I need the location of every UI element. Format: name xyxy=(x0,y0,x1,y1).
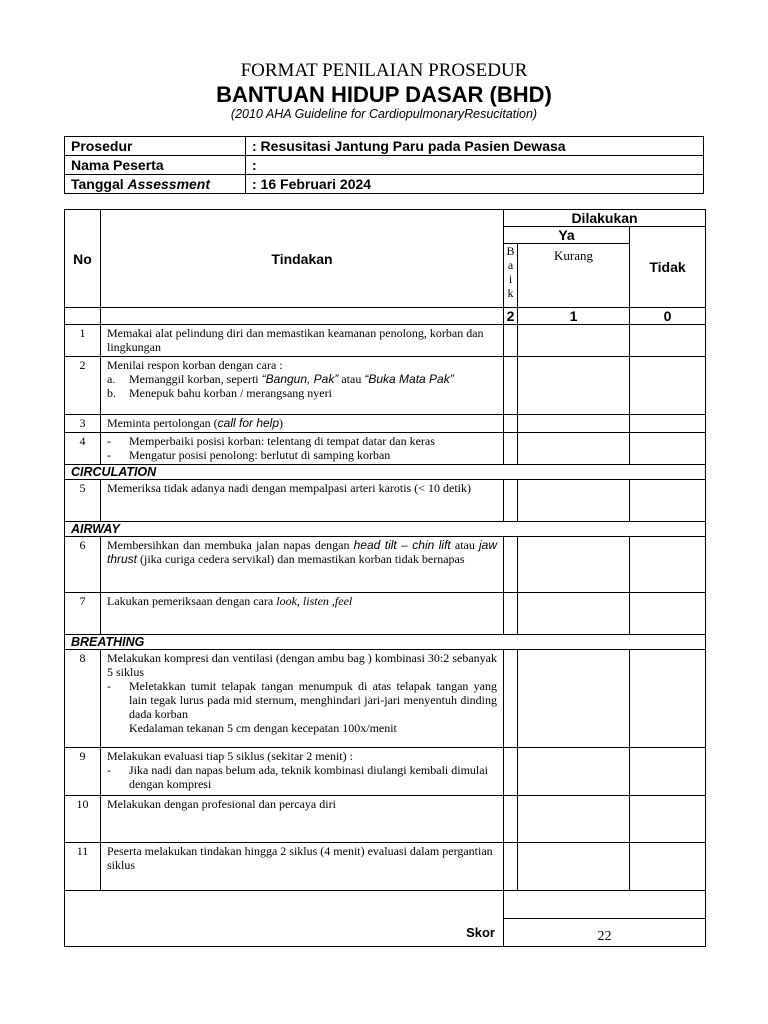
section-airway: AIRWAY xyxy=(65,522,706,537)
table-row xyxy=(65,843,706,891)
row-number: 1 xyxy=(65,325,101,357)
procedure-label: Prosedur xyxy=(65,137,246,156)
check-baik[interactable] xyxy=(504,537,518,593)
form-title: FORMAT PENILAIAN PROSEDUR xyxy=(240,60,528,81)
check-baik[interactable] xyxy=(504,433,518,465)
form-heading: BANTUAN HIDUP DASAR (BHD) xyxy=(216,82,552,107)
row-number: 7 xyxy=(65,593,101,635)
row-number: 6 xyxy=(65,537,101,593)
row-number: 9 xyxy=(65,748,101,796)
check-tidak[interactable] xyxy=(630,325,706,357)
row-action: - Memperbaiki posisi korban: telentang di tempat datar dan keras - Mengatur posisi penolong: berlutut di samping korban xyxy=(101,433,504,465)
row-action: Melakukan dengan profesional dan percaya diri xyxy=(101,796,504,843)
score-baik: 2 xyxy=(504,308,518,325)
table-row xyxy=(65,796,706,843)
check-baik[interactable] xyxy=(504,357,518,415)
check-baik[interactable] xyxy=(504,593,518,635)
check-kurang[interactable] xyxy=(518,480,630,522)
table-row xyxy=(65,415,706,433)
form-subtitle: (2010 AHA Guideline for CardiopulmonaryResucitation) xyxy=(230,107,538,121)
date-value: : 16 Februari 2024 xyxy=(246,175,704,194)
row-number: 4 xyxy=(65,433,101,465)
row-action: Lakukan pemeriksaan dengan cara look, listen ,feel xyxy=(101,593,504,635)
table-row xyxy=(65,480,706,522)
check-baik[interactable] xyxy=(504,325,518,357)
table-row xyxy=(65,433,706,465)
table-row xyxy=(65,593,706,635)
column-header-baik xyxy=(504,244,518,308)
row-action: Melakukan kompresi dan ventilasi (dengan ambu bag ) kombinasi 30:2 sebanyak 5 siklus - Meletakkan tumit telapak tangan menumpuk di atas telapak tangan yang lain tegak lurus pada mid sternum, menghindari jari-jari menyentuh dinding dada korban Kedalaman tekanan 5 cm dengan kecepatan 100x/menit xyxy=(101,650,504,748)
column-header-no: No xyxy=(65,210,101,308)
table-row xyxy=(65,748,706,796)
check-kurang[interactable] xyxy=(518,650,630,748)
check-kurang[interactable] xyxy=(518,325,630,357)
date-label: Tanggal Assessment xyxy=(65,175,246,194)
check-tidak[interactable] xyxy=(630,433,706,465)
check-kurang[interactable] xyxy=(518,796,630,843)
column-header-tindakan: Tindakan xyxy=(101,210,504,308)
section-row xyxy=(65,635,706,650)
check-tidak[interactable] xyxy=(630,357,706,415)
check-baik[interactable] xyxy=(504,415,518,433)
row-action: Menilai respon korban dengan cara : a. Memanggil korban, seperti “Bangun, Pak” atau “Buka Mata Pak” b. Menepuk bahu korban / merangsang nyeri xyxy=(101,357,504,415)
check-kurang[interactable] xyxy=(518,537,630,593)
check-tidak[interactable] xyxy=(630,593,706,635)
check-baik[interactable] xyxy=(504,796,518,843)
check-tidak[interactable] xyxy=(630,480,706,522)
row-action: Memeriksa tidak adanya nadi dengan mempalpasi arteri karotis (< 10 detik) xyxy=(101,480,504,522)
table-row xyxy=(65,325,706,357)
row-number: 10 xyxy=(65,796,101,843)
row-number: 8 xyxy=(65,650,101,748)
column-header-kurang: Kurang xyxy=(518,244,630,308)
check-kurang[interactable] xyxy=(518,415,630,433)
table-row xyxy=(65,537,706,593)
section-row xyxy=(65,465,706,480)
page-number: 22 xyxy=(504,919,706,947)
column-header-tidak: Tidak xyxy=(630,227,706,308)
check-baik[interactable] xyxy=(504,650,518,748)
row-number: 5 xyxy=(65,480,101,522)
row-number: 11 xyxy=(65,843,101,891)
row-action: Melakukan evaluasi tiap 5 siklus (sekitar 2 menit) : - Jika nadi dan napas belum ada, teknik kombinasi diulangi kembali dimulai dengan kompresi xyxy=(101,748,504,796)
row-action: Memakai alat pelindung diri dan memastikan keamanan penolong, korban dan lingkungan xyxy=(101,325,504,357)
check-kurang[interactable] xyxy=(518,357,630,415)
score-label: Skor xyxy=(65,891,504,947)
table-row xyxy=(65,357,706,415)
assessment-table xyxy=(64,209,706,947)
info-row-date xyxy=(65,175,704,194)
procedure-value: : Resusitasi Jantung Paru pada Pasien Dewasa xyxy=(246,137,704,156)
check-tidak[interactable] xyxy=(630,748,706,796)
check-tidak[interactable] xyxy=(630,415,706,433)
check-kurang[interactable] xyxy=(518,748,630,796)
info-table xyxy=(64,136,704,194)
info-row-participant xyxy=(65,156,704,175)
row-action: Membersihkan dan membuka jalan napas dengan head tilt – chin lift atau jaw thrust (jika curiga cedera servikal) dan memastikan korban tidak bernapas xyxy=(101,537,504,593)
section-circulation: CIRCULATION xyxy=(65,465,706,480)
row-action: Meminta pertolongan (call for help) xyxy=(101,415,504,433)
check-kurang[interactable] xyxy=(518,843,630,891)
score-tidak: 0 xyxy=(630,308,706,325)
baik-label: B a i k xyxy=(506,244,515,300)
participant-value[interactable]: : xyxy=(246,156,704,175)
score-kurang: 1 xyxy=(518,308,630,325)
check-baik[interactable] xyxy=(504,843,518,891)
score-total-field[interactable] xyxy=(504,891,706,919)
check-tidak[interactable] xyxy=(630,650,706,748)
check-kurang[interactable] xyxy=(518,593,630,635)
section-breathing: BREATHING xyxy=(65,635,706,650)
check-kurang[interactable] xyxy=(518,433,630,465)
participant-label: Nama Peserta xyxy=(65,156,246,175)
column-header-ya: Ya xyxy=(504,227,630,244)
row-number: 2 xyxy=(65,357,101,415)
check-tidak[interactable] xyxy=(630,537,706,593)
check-baik[interactable] xyxy=(504,748,518,796)
column-header-dilakukan: Dilakukan xyxy=(504,210,706,227)
table-row xyxy=(65,650,706,748)
check-tidak[interactable] xyxy=(630,843,706,891)
check-tidak[interactable] xyxy=(630,796,706,843)
section-row xyxy=(65,522,706,537)
row-number: 3 xyxy=(65,415,101,433)
info-row-procedure xyxy=(65,137,704,156)
row-action: Peserta melakukan tindakan hingga 2 siklus (4 menit) evaluasi dalam pergantian siklus xyxy=(101,843,504,891)
check-baik[interactable] xyxy=(504,480,518,522)
